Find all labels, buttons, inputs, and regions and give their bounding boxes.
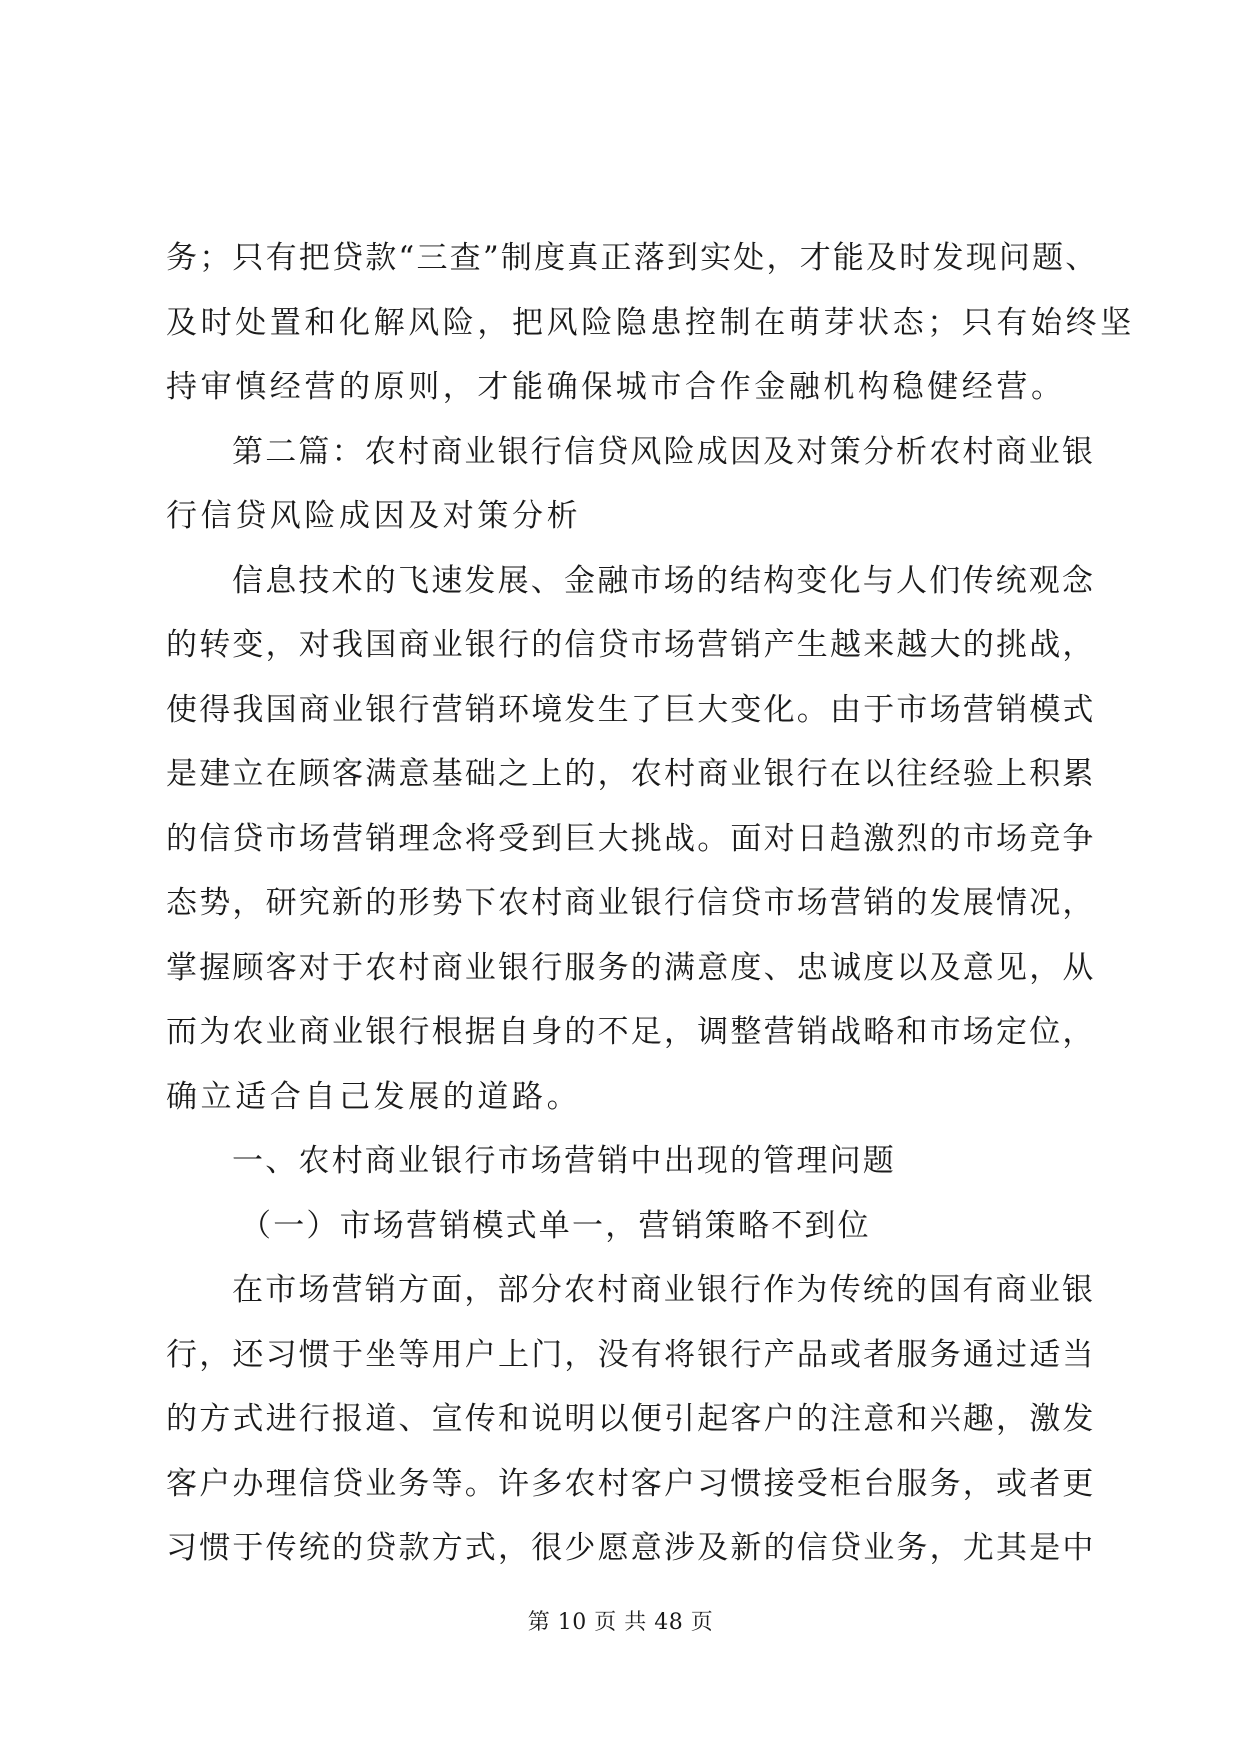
text-line: 确立适合自己发展的道路。 — [166, 1078, 582, 1115]
text-line: 持审慎经营的原则，才能确保城市合作金融机构稳健经营。 — [166, 369, 1066, 405]
text-line: 及时处置和化解风险，把风险隐患控制在萌芽状态；只有始终坚 — [166, 304, 1135, 341]
section-heading-line: 第二篇：农村商业银行信贷风险成因及对策分析农村商业银 — [232, 433, 1096, 470]
page-number-footer: 第 10 页 共 48 页 — [527, 1610, 714, 1635]
subsection-heading: （一）市场营销模式单一，营销策略不到位 — [240, 1207, 871, 1244]
text-line: 客户办理信贷业务等。许多农村客户习惯接受柜台服务，或者更 — [166, 1465, 1096, 1502]
text-line: 在市场营销方面，部分农村商业银行作为传统的国有商业银 — [232, 1272, 1096, 1308]
text-line: 使得我国商业银行营销环境发生了巨大变化。由于市场营销模式 — [166, 691, 1096, 728]
text-line: 的转变，对我国商业银行的信贷市场营销产生越来越大的挑战， — [166, 627, 1096, 663]
text-line: 的信贷市场营销理念将受到巨大挑战。面对日趋激烈的市场竞争 — [166, 820, 1096, 857]
text-line: 态势，研究新的形势下农村商业银行信贷市场营销的发展情况， — [166, 885, 1096, 921]
text-line: 习惯于传统的贷款方式，很少愿意涉及新的信贷业务，尤其是中 — [166, 1530, 1096, 1566]
text-line: 而为农业商业银行根据自身的不足，调整营销战略和市场定位， — [166, 1014, 1096, 1050]
text-line: 务；只有把贷款“三查”制度真正落到实处，才能及时发现问题、 — [166, 240, 1099, 276]
document-body — [166, 226, 1135, 1581]
section-heading-line: 行信贷风险成因及对策分析 — [166, 498, 582, 534]
text-line: 信息技术的飞速发展、金融市场的结构变化与人们传统观念 — [232, 562, 1096, 599]
text-line: 掌握顾客对于农村商业银行服务的满意度、忠诚度以及意见，从 — [166, 949, 1096, 986]
text-line: 是建立在顾客满意基础之上的，农村商业银行在以往经验上积累 — [166, 756, 1096, 792]
subsection-heading: 一、农村商业银行市场营销中出现的管理问题 — [232, 1143, 896, 1179]
text-line: 行，还习惯于坐等用户上门，没有将银行产品或者服务通过适当 — [166, 1336, 1096, 1373]
text-line: 的方式进行报道、宣传和说明以便引起客户的注意和兴趣，激发 — [166, 1401, 1096, 1437]
